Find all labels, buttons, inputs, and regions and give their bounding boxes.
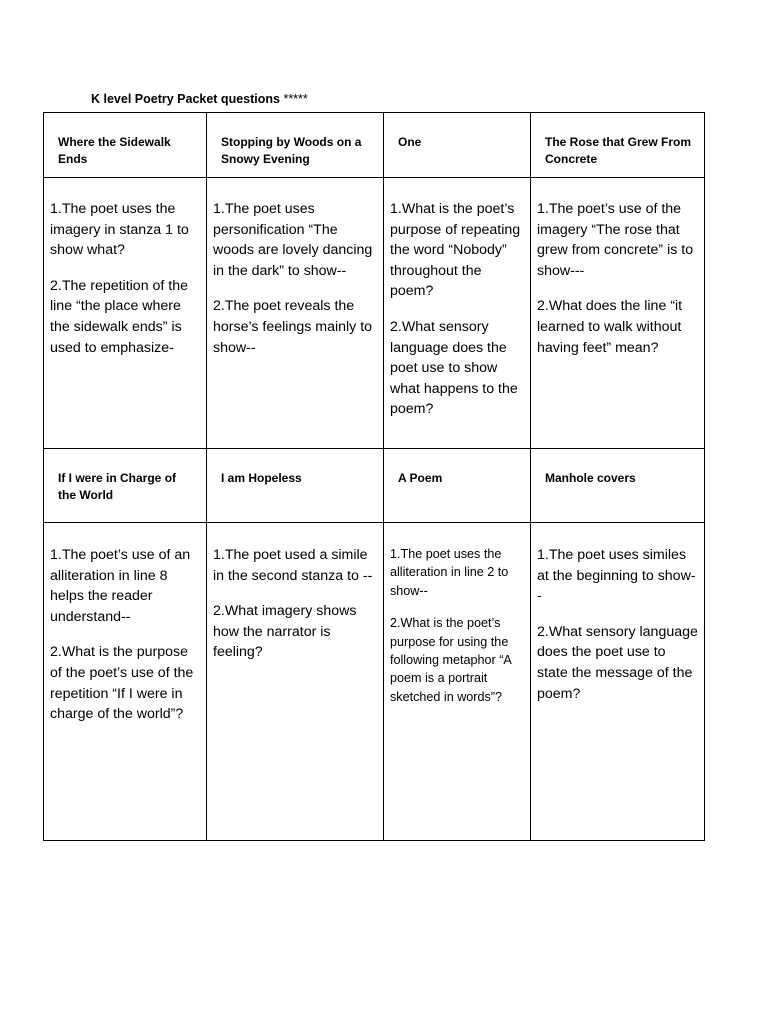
header-cell — [207, 449, 384, 523]
header-cell — [44, 113, 207, 178]
question-cell — [44, 523, 207, 841]
question-2: 2.What imagery shows how the narrator is feeling? — [213, 603, 357, 661]
poem-title-i-am-hopeless: I am Hopeless — [221, 471, 302, 485]
question-2: 2.What does the line “it learned to walk without having feet” mean? — [537, 298, 683, 356]
question-cell — [384, 523, 531, 841]
question-cell — [531, 523, 705, 841]
question-1: 1.The poet’s use of an alliteration in line 8 helps the reader understand-- — [50, 547, 191, 625]
question-row-2 — [44, 523, 705, 841]
question-1: 1.The poet uses the imagery in stanza 1 to show what? — [50, 201, 189, 259]
header-cell — [531, 449, 705, 523]
question-2: 2.The repetition of the line “the place where the sidewalk ends” is used to emphasize- — [50, 277, 189, 356]
question-2: 2.What is the poet’s purpose for using the following metaphor “A poem is a portrait sketched in words”? — [390, 616, 512, 704]
question-cell — [207, 523, 384, 841]
question-2: 2.The poet reveals the horse’s feelings mainly to show-- — [213, 298, 373, 356]
header-cell — [531, 113, 705, 178]
header-row-2 — [44, 449, 705, 523]
question-2: 2.What is the purpose of the poet’s use of the repetition “If I were in charge of the world”? — [50, 644, 194, 723]
question-1: 1.The poet uses personification “The woods are lovely dancing in the dark” to show-- — [213, 201, 373, 279]
question-row-1 — [44, 178, 705, 449]
title-stars: ***** — [283, 92, 308, 106]
poem-title-manhole-covers: Manhole covers — [545, 471, 636, 485]
question-1: 1.The poet uses similes at the beginning to show-- — [537, 547, 696, 605]
question-1: 1.The poet used a simile in the second stanza to -- — [213, 547, 373, 584]
question-1: 1.The poet uses the alliteration in line 2 to show-- — [390, 547, 509, 598]
poem-title-one: One — [398, 135, 422, 149]
question-2: 2.What sensory language does the poet use to show what happens to the poem? — [390, 318, 518, 418]
header-cell — [44, 449, 207, 523]
question-1: 1.What is the poet’s purpose of repeating the word “Nobody” throughout the poem? — [390, 201, 521, 300]
header-row-1 — [44, 113, 705, 178]
poem-title-stopping-by-woods: Stopping by Woods on a Snowy Evening — [221, 135, 362, 166]
question-1: 1.The poet’s use of the imagery “The rose that grew from concrete” is to show--- — [537, 201, 694, 279]
header-cell — [384, 113, 531, 178]
header-cell — [384, 449, 531, 523]
question-2: 2.What sensory language does the poet use to state the message of the poem? — [537, 623, 698, 702]
poem-title-if-i-were-in-charge: If I were in Charge of the World — [58, 471, 177, 502]
question-cell — [44, 178, 207, 449]
question-cell — [531, 178, 705, 449]
poem-title-the-rose-that-grew: The Rose that Grew From Concrete — [545, 135, 692, 166]
poem-title-where-the-sidewalk-ends: Where the Sidewalk Ends — [58, 135, 171, 166]
header-cell — [207, 113, 384, 178]
poem-title-a-poem: A Poem — [398, 471, 443, 485]
title-text: K level Poetry Packet questions — [91, 92, 280, 106]
question-cell — [384, 178, 531, 449]
question-cell — [207, 178, 384, 449]
questions-table — [43, 112, 705, 841]
page-title — [91, 92, 308, 106]
